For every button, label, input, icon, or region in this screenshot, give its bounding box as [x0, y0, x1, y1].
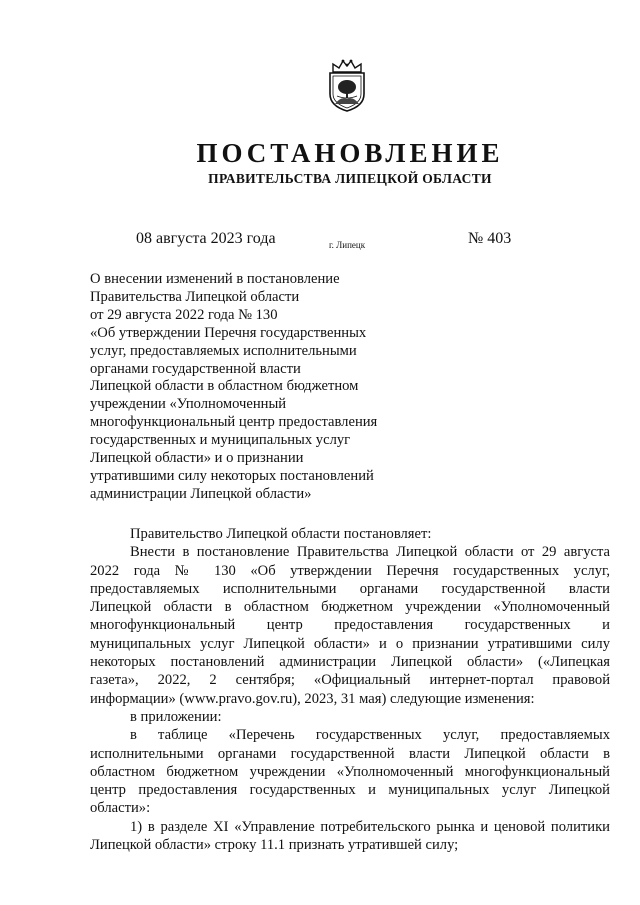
issuer-subtitle: ПРАВИТЕЛЬСТВА ЛИПЕЦКОЙ ОБЛАСТИ	[208, 171, 492, 186]
heading-line: государственных и муниципальных услуг	[90, 432, 351, 449]
body-line: Липецкой области» строку 11.1 признать утратившей силу;	[90, 837, 459, 854]
heading-line: утратившими силу некоторых постановлений	[90, 467, 374, 484]
lipetsk-coat-of-arms-icon	[325, 58, 369, 112]
heading-line: «Об утверждении Перечня государственных	[90, 324, 367, 341]
body-line: муниципальных услуг Липецкой области» и о признании утратившими силу	[90, 635, 610, 652]
document-city: г. Липецк	[329, 240, 366, 250]
body-line: Правительство Липецкой области постановляет:	[130, 526, 432, 542]
document-title: ПОСТАНОВЛЕНИЕ	[196, 138, 504, 168]
heading-line: многофункциональный центр предоставления	[90, 414, 378, 431]
body-line: 2022 года № 130 «Об утверждении Перечня государственных услуг,	[90, 562, 610, 579]
body-line: исполнительными органами государственной власти Липецкой области в	[90, 745, 610, 762]
heading-line: органами государственной власти	[90, 360, 301, 377]
heading-line: Липецкой области» и о признании	[90, 450, 304, 467]
heading-line: Липецкой области в областном бюджетном	[90, 378, 359, 395]
heading-line: администрации Липецкой области»	[90, 485, 312, 502]
heading-line: О внесении изменений в постановление	[90, 271, 340, 287]
body-line: областном бюджетном учреждении «Уполномоченный многофункциональный	[90, 763, 610, 780]
body-line: 1) в разделе XI «Управление потребительского рынка и ценовой политики	[130, 818, 610, 835]
body-line: центр предоставления государственных и муниципальных услуг Липецкой	[90, 782, 610, 799]
document-heading	[90, 271, 410, 504]
body-line: Липецкой области в областном бюджетном учреждении «Уполномоченный	[90, 599, 610, 616]
body-line: газета», 2022, 2 сентября; «Официальный интернет-портал правовой	[90, 672, 610, 689]
document-date: 08 августа 2023 года	[136, 230, 276, 247]
heading-line: Правительства Липецкой области	[90, 288, 300, 305]
document-number: № 403	[468, 230, 512, 247]
body-line: многофункциональный центр предоставления государственных и	[90, 617, 610, 634]
heading-line: от 29 августа 2022 года № 130	[90, 306, 278, 323]
body-line: в таблице «Перечень государственных услуг, предоставляемых	[130, 727, 610, 744]
body-line: области»:	[90, 800, 151, 817]
body-line: в приложении:	[130, 708, 222, 725]
heading-line: учреждении «Уполномоченный	[90, 396, 287, 413]
body-line: некоторых постановлений администрации Липецкой области» («Липецкая	[90, 654, 610, 671]
body-line: Внести в постановление Правительства Липецкой области от 29 августа	[130, 544, 610, 561]
document-body	[90, 525, 610, 854]
heading-line: услуг, предоставляемых исполнительными	[90, 342, 357, 359]
body-line: предоставляемых исполнительными органами государственной власти	[90, 580, 610, 597]
body-line: информации» (www.pravo.gov.ru), 2023, 31 мая) следующие изменения:	[90, 690, 535, 707]
